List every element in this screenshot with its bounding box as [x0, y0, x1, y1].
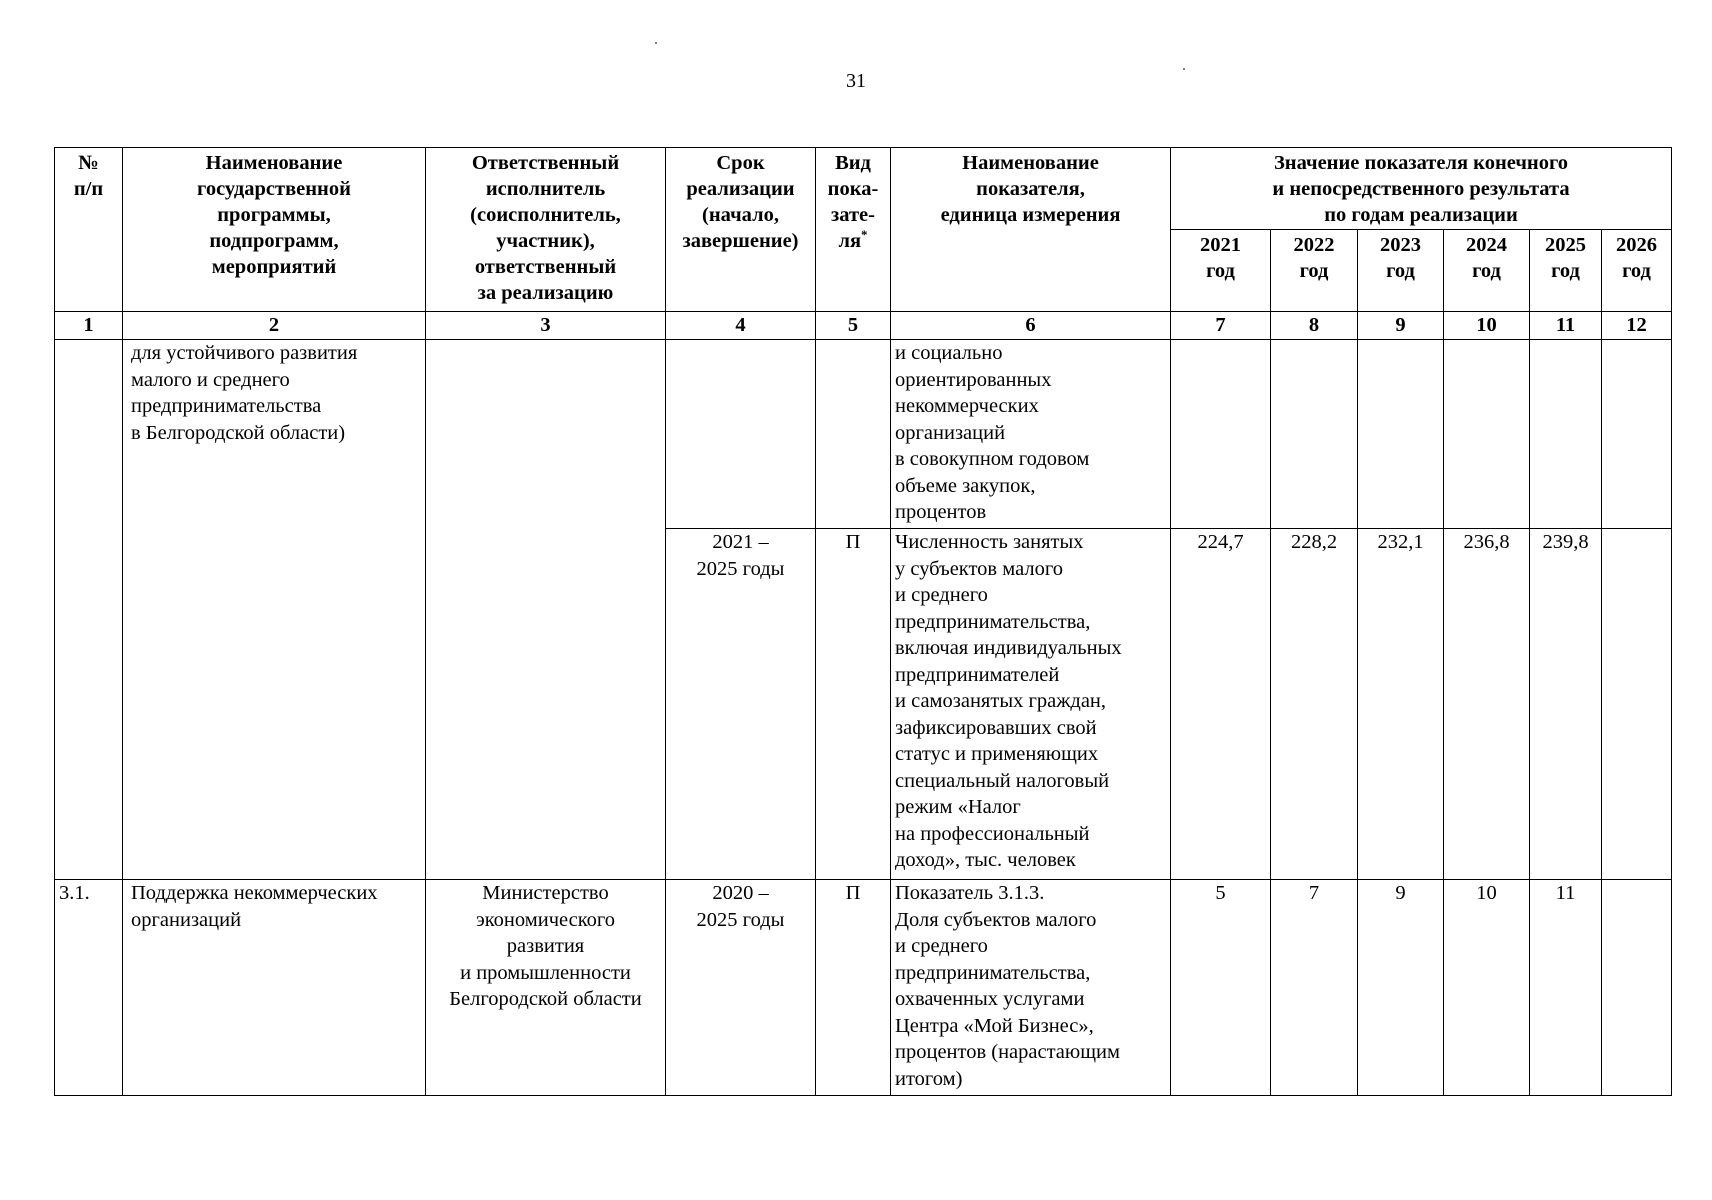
row-value-2026 [1602, 340, 1672, 529]
row-value-2023: 9 [1358, 880, 1444, 1096]
header-year-2023: 2023 год [1358, 230, 1444, 312]
row-value-2024: 236,8 [1444, 529, 1530, 880]
header-year-2022: 2022 год [1271, 230, 1358, 312]
row-value-2021 [1171, 340, 1271, 529]
header-indicator: Наименование показателя, единица измерения [891, 148, 1171, 312]
row-program-name: для устойчивого развития малого и среднего предпринимательства в Белгородской области) [123, 340, 426, 880]
row-value-2025: 11 [1530, 880, 1602, 1096]
program-indicators-table [54, 147, 1672, 1096]
header-year-2025: 2025 год [1530, 230, 1602, 312]
header-year-2026: 2026 год [1602, 230, 1672, 312]
column-number: 1 [55, 312, 123, 340]
column-number: 6 [891, 312, 1171, 340]
column-number: 10 [1444, 312, 1530, 340]
column-number: 4 [666, 312, 816, 340]
row-executor: Министерство экономического развития и промышленности Белгородской области [426, 880, 666, 1096]
column-number: 7 [1171, 312, 1271, 340]
row-value-2023: 232,1 [1358, 529, 1444, 880]
scan-speck [1183, 68, 1185, 70]
table-row [55, 340, 1672, 529]
header-type-footnote-mark: * [861, 227, 868, 243]
row-num [55, 340, 123, 880]
column-numbers-row [55, 312, 1672, 340]
column-number: 12 [1602, 312, 1672, 340]
row-indicator-type [816, 340, 891, 529]
row-period [666, 340, 816, 529]
header-year-2024: 2024 год [1444, 230, 1530, 312]
row-program-name: Поддержка некоммерческих организаций [123, 880, 426, 1096]
header-period: Срок реализации (начало, завершение) [666, 148, 816, 312]
row-value-2021: 5 [1171, 880, 1271, 1096]
row-value-2026 [1602, 529, 1672, 880]
row-indicator-type: П [816, 880, 891, 1096]
row-value-2024 [1444, 340, 1530, 529]
row-indicator-type: П [816, 529, 891, 880]
header-type [816, 148, 891, 312]
row-indicator-name: и социально ориентированных некоммерческих организаций в совокупном годовом объеме закупок, процентов [891, 340, 1171, 529]
header-executor: Ответственный исполнитель (соисполнитель, участник), ответственный за реализацию [426, 148, 666, 312]
row-value-2023 [1358, 340, 1444, 529]
row-value-2024: 10 [1444, 880, 1530, 1096]
scan-speck [655, 42, 657, 44]
row-value-2025: 239,8 [1530, 529, 1602, 880]
header-values-group: Значение показателя конечного и непосредственного результата по годам реализации [1171, 148, 1672, 230]
row-value-2025 [1530, 340, 1602, 529]
row-value-2026 [1602, 880, 1672, 1096]
header-program: Наименование государственной программы, подпрограмм, мероприятий [123, 148, 426, 312]
row-executor [426, 340, 666, 880]
row-value-2022 [1271, 340, 1358, 529]
column-number: 5 [816, 312, 891, 340]
header-row [55, 148, 1672, 230]
column-number: 11 [1530, 312, 1602, 340]
column-number: 8 [1271, 312, 1358, 340]
row-indicator-name: Численность занятых у субъектов малого и среднего предпринимательства, включая индивидуальных предпринимателей и самозанятых граждан, зафиксировавших свой статус и применяющих специальный налоговый режим «Налог на профессиональный доход», тыс. человек [891, 529, 1171, 880]
row-num: 3.1. [55, 880, 123, 1096]
table-row [55, 880, 1672, 1096]
row-period: 2021 – 2025 годы [666, 529, 816, 880]
row-period: 2020 – 2025 годы [666, 880, 816, 1096]
row-value-2022: 228,2 [1271, 529, 1358, 880]
header-type-label: Вид пока- зате- ля [827, 152, 879, 252]
row-value-2022: 7 [1271, 880, 1358, 1096]
header-year-2021: 2021 год [1171, 230, 1271, 312]
row-value-2021: 224,7 [1171, 529, 1271, 880]
column-number: 2 [123, 312, 426, 340]
header-num: № п/п [55, 148, 123, 312]
column-number: 3 [426, 312, 666, 340]
row-indicator-name: Показатель 3.1.3. Доля субъектов малого и среднего предпринимательства, охваченных услугами Центра «Мой Бизнес», процентов (нарастающим итогом) [891, 880, 1171, 1096]
column-number: 9 [1358, 312, 1444, 340]
page-number: 31 [846, 70, 866, 92]
